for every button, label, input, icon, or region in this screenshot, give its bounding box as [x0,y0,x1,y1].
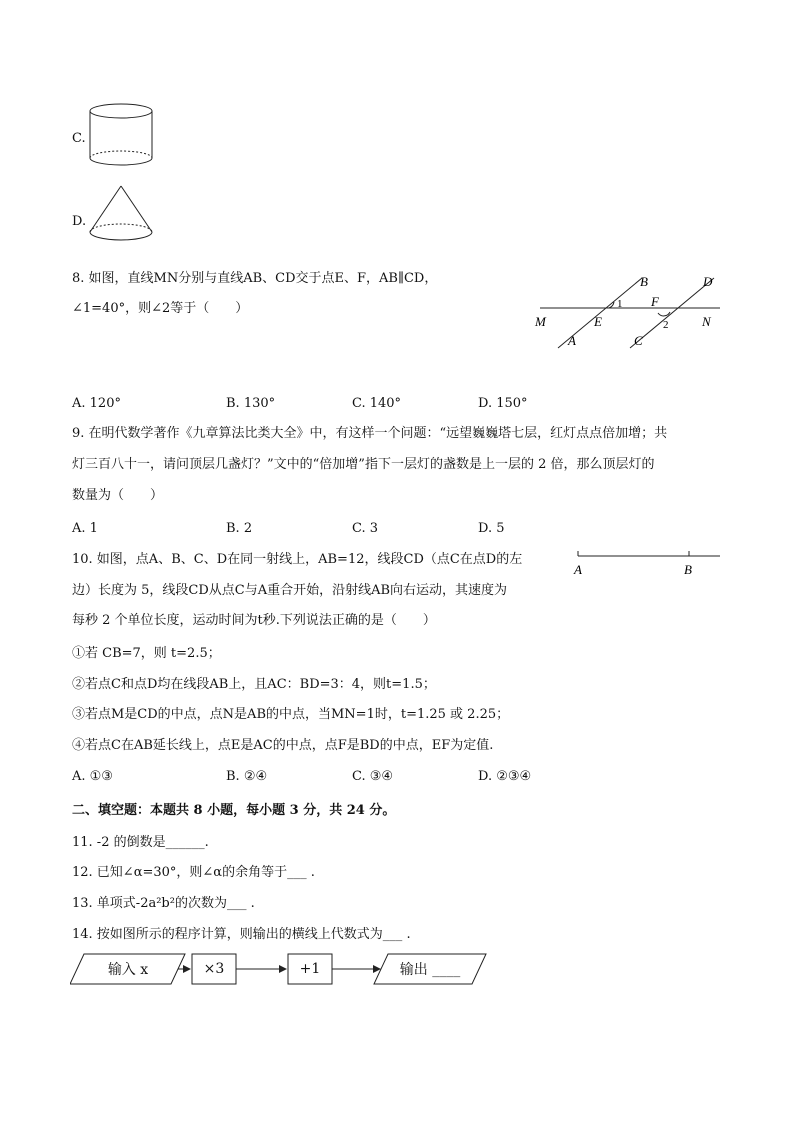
q10-line3: 每秒 2 个单位长度，运动时间为t秒.下列说法正确的是（ ） [72,613,436,628]
ray-label-b: B [684,562,692,577]
q9-line1: 9. 在明代数学著作《九章算法比类大全》中，有这样一个问题：“远望巍巍塔七层，红灯点点倍加增；共 [72,426,668,441]
q10-statement-1: ①若 CB=7，则 t=2.5； [72,646,221,661]
cone-figure [86,183,156,251]
option-c-label: C. [72,131,86,146]
fig-label-a: A [568,333,576,348]
q8-option-a[interactable]: A. 120° [72,396,121,411]
q8-parallel-lines-figure [530,270,730,355]
q9-option-d[interactable]: D. 5 [478,521,505,536]
q10-ray-figure [570,545,730,581]
q8-stem-line1: 8. 如图，直线MN分别与直线AB、CD交于点E、F，AB∥CD， [72,271,438,286]
q12-text: 12. 已知∠α=30°，则∠α的余角等于___ . [72,865,315,880]
fig-label-b: B [640,274,648,289]
q9-option-b[interactable]: B. 2 [226,521,253,536]
q10-line1: 10. 如图，点A、B、C、D在同一射线上，AB=12，线段CD（点C在点D的左 [72,552,523,567]
flow-input-label: 输入 x [107,962,149,978]
fig-label-e: E [594,314,602,329]
flow-plus-1-label: +1 [299,961,321,977]
fig-label-c: C [634,333,643,348]
q9-line3: 数量为（ ） [72,488,164,503]
q9-option-a[interactable]: A. 1 [72,521,98,536]
fig-label-m: M [535,314,546,329]
option-d-label: D. [72,214,87,229]
q10-line2: 边）长度为 5，线段CD从点C与A重合开始，沿射线AB向右运动，其速度为 [72,583,508,598]
cylinder-figure [86,100,156,170]
q10-statement-3: ③若点M是CD的中点，点N是AB的中点，当MN=1时，t=1.25 或 2.25； [72,707,510,722]
fig-label-n: N [702,314,711,329]
q9-line2: 灯三百八十一，请问顶层几盏灯？”文中的“倍加增”指下一层灯的盏数是上一层的 2 倍，那么顶层灯的 [72,457,655,472]
q10-option-d[interactable]: D. ②③④ [478,769,532,784]
fig-label-d: D [703,274,713,289]
ray-label-a: A [574,562,582,577]
q14-text: 14. 按如图所示的程序计算，则输出的横线上代数式为___ . [72,927,411,942]
q8-option-b[interactable]: B. 130° [226,396,276,411]
q8-option-d[interactable]: D. 150° [478,396,528,411]
fig-label-2: 2 [663,319,669,331]
flow-output-label: 输出 ____ [399,962,461,978]
q8-option-c[interactable]: C. 140° [352,396,402,411]
q10-option-a[interactable]: A. ①③ [72,769,113,784]
q11-text: 11. -2 的倒数是______. [72,835,209,850]
q10-statement-4: ④若点C在AB延长线上，点E是AC的中点，点F是BD的中点，EF为定值. [72,738,494,753]
q10-option-c[interactable]: C. ③④ [352,769,394,784]
q10-option-b[interactable]: B. ②④ [226,769,268,784]
section-2-title: 二、填空题：本题共 8 小题，每小题 3 分，共 24 分。 [72,803,396,818]
q8-stem-line2: ∠1=40°，则∠2等于（ ） [72,301,249,316]
q9-option-c[interactable]: C. 3 [352,521,379,536]
q10-statement-2: ②若点C和点D均在线段AB上，且AC：BD=3：4，则t=1.5； [72,677,436,692]
fig-label-1: 1 [617,298,623,310]
q13-text: 13. 单项式-2a²b²的次数为___ . [72,896,255,911]
fig-label-f: F [651,294,659,309]
flow-times-3-label: ×3 [203,961,225,977]
